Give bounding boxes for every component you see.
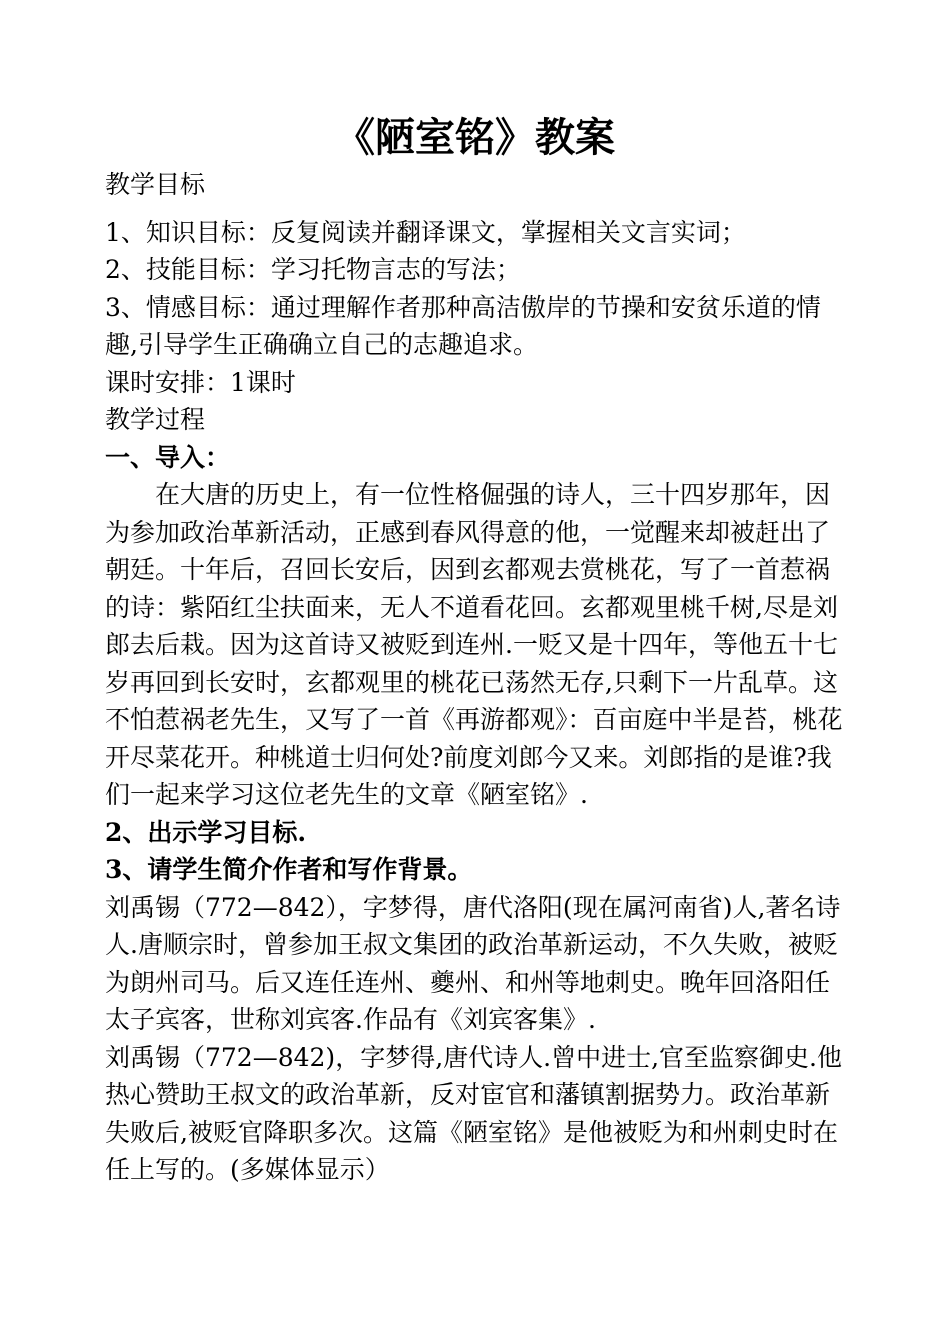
intro-paragraph: 在大唐的历史上，有一位性格倔强的诗人，三十四岁那年，因为参加政治革新活动，正感到春风得意的他，一觉醒来却被赶出了朝廷。十年后，召回长安后，因到玄都观去赏桃花，写了一首惹祸的诗：紫陌红尘扶面来，无人不道看花回。玄都观里桃千树,尽是刘郎去后栽。因为这首诗又被贬到连州.一贬又是十四年，等他五十七岁再回到长安时，玄都观里的桃花已荡然无存,只剩下一片乱草。这不怕惹祸老先生，又写了一首《再游都观》：百亩庭中半是苔，桃花开尽菜花开。种桃道士归何处?前度刘郎今又来。刘郎指的是谁?我们一起来学习这位老先生的文章《陋室铭》. xyxy=(105,480,843,809)
schedule-line: 课时安排：1课时 xyxy=(105,367,296,397)
author-paragraph-1: 刘禹锡（772—842），字梦得，唐代洛阳(现在属河南省)人,著名诗人.唐顺宗时，曾参加王叔文集团的政治革新运动，不久失败，被贬为朗州司马。后又连任连州、夔州、和州等地刺史。晚年回洛阳任太子宾客，世称刘宾客.作品有《刘宾客集》. xyxy=(105,892,841,1034)
step1-heading: 一、导入： xyxy=(105,442,231,472)
document-body xyxy=(105,166,850,1189)
objectives-heading: 教学目标 xyxy=(105,170,206,199)
author-paragraph-2: 刘禹锡（772—842)，字梦得,唐代诗人.曾中进士,官至监察御史.他热心赞助王叔文的政治革新，反对宦官和藩镇割据势力。政治革新失败后,被贬官降职多次。这篇《陋室铭》是他被贬为和州刺史时在任上写的。(多媒体显示） xyxy=(105,1042,842,1184)
objective-knowledge: 1、知识目标：反复阅读并翻译课文，掌握相关文言实词； xyxy=(105,217,746,247)
step2-heading: 2、出示学习目标. xyxy=(105,817,307,847)
objective-emotion: 3、情感目标：通过理解作者那种高洁傲岸的节操和安贫乐道的情趣,引导学生正确确立自己的志趣追求。 xyxy=(105,292,821,359)
document-title: 《陋室铭》教案 xyxy=(335,114,615,161)
objective-skill: 2、技能目标：学习托物言志的写法； xyxy=(105,255,521,284)
step3-heading: 3、请学生简介作者和写作背景。 xyxy=(105,855,473,884)
process-heading: 教学过程 xyxy=(105,405,206,434)
